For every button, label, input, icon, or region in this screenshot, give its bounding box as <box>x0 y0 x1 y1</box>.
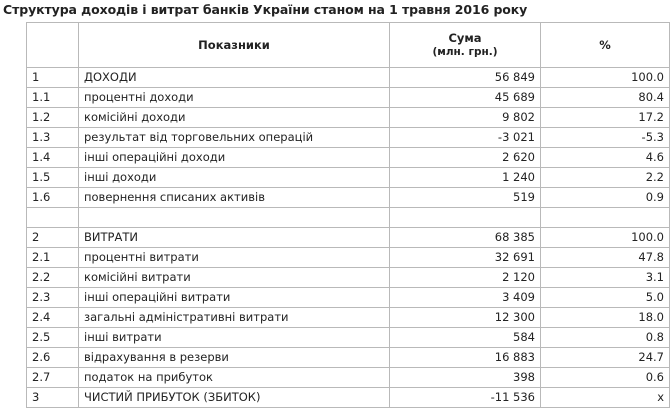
table-row <box>27 268 670 288</box>
row-percent: 18.0 <box>541 308 670 328</box>
row-code: 2.6 <box>27 348 79 368</box>
row-code: 2 <box>27 228 79 248</box>
row-percent: -5.3 <box>541 128 670 148</box>
row-code: 2.3 <box>27 288 79 308</box>
row-code: 2.4 <box>27 308 79 328</box>
row-name: процентні витрати <box>79 248 390 268</box>
table-row <box>27 108 670 128</box>
header-sum-unit: (млн. грн.) <box>432 46 498 58</box>
row-name: інші витрати <box>79 328 390 348</box>
row-sum: 584 <box>390 328 541 348</box>
row-sum: 1 240 <box>390 168 541 188</box>
row-name: комісійні доходи <box>79 108 390 128</box>
table-row <box>27 188 670 208</box>
row-percent: 0.9 <box>541 188 670 208</box>
header-indicators: Показники <box>79 23 390 68</box>
row-code: 1.6 <box>27 188 79 208</box>
row-code: 2.1 <box>27 248 79 268</box>
row-percent: 0.6 <box>541 368 670 388</box>
row-sum: 519 <box>390 188 541 208</box>
row-percent: 47.8 <box>541 248 670 268</box>
row-sum: 56 849 <box>390 68 541 88</box>
spacer-row <box>27 208 670 228</box>
table-row <box>27 368 670 388</box>
row-name: повернення списаних активів <box>79 188 390 208</box>
row-name: результат від торговельних операцій <box>79 128 390 148</box>
table-row <box>27 68 670 88</box>
row-sum: 3 409 <box>390 288 541 308</box>
table-row <box>27 148 670 168</box>
page-title: Структура доходів і витрат банків України станом на 1 травня 2016 року <box>3 2 528 17</box>
row-percent: 17.2 <box>541 108 670 128</box>
row-name: інші доходи <box>79 168 390 188</box>
row-name: інші операційні доходи <box>79 148 390 168</box>
row-code: 1.5 <box>27 168 79 188</box>
header-sum <box>390 23 541 68</box>
row-name: загальні адміністративні витрати <box>79 308 390 328</box>
row-code: 1.4 <box>27 148 79 168</box>
row-code: 1.2 <box>27 108 79 128</box>
row-name: ВИТРАТИ <box>79 228 390 248</box>
row-code: 2.5 <box>27 328 79 348</box>
row-sum: 45 689 <box>390 88 541 108</box>
table-row <box>27 388 670 408</box>
row-sum: 68 385 <box>390 228 541 248</box>
row-name: ДОХОДИ <box>79 68 390 88</box>
table-header-row <box>27 23 670 68</box>
row-code: 1 <box>27 68 79 88</box>
table-row <box>27 288 670 308</box>
table-row <box>27 128 670 148</box>
table-row <box>27 328 670 348</box>
table-row <box>27 228 670 248</box>
row-sum: 12 300 <box>390 308 541 328</box>
row-sum: 398 <box>390 368 541 388</box>
row-percent: 4.6 <box>541 148 670 168</box>
row-sum: -3 021 <box>390 128 541 148</box>
row-percent: 24.7 <box>541 348 670 368</box>
row-name: процентні доходи <box>79 88 390 108</box>
header-code <box>27 23 79 68</box>
row-code: 2.2 <box>27 268 79 288</box>
row-code: 1.1 <box>27 88 79 108</box>
row-name: інші операційні витрати <box>79 288 390 308</box>
table-row <box>27 248 670 268</box>
table-row <box>27 348 670 368</box>
row-code: 1.3 <box>27 128 79 148</box>
row-percent: 100.0 <box>541 68 670 88</box>
header-percent: % <box>541 23 670 68</box>
row-percent: 2.2 <box>541 168 670 188</box>
row-percent: 100.0 <box>541 228 670 248</box>
row-sum: 2 120 <box>390 268 541 288</box>
row-sum: 32 691 <box>390 248 541 268</box>
income-expense-table <box>26 22 670 408</box>
row-percent: 5.0 <box>541 288 670 308</box>
row-code: 3 <box>27 388 79 408</box>
row-sum: 2 620 <box>390 148 541 168</box>
table-row <box>27 168 670 188</box>
row-name: податок на прибуток <box>79 368 390 388</box>
row-sum: 9 802 <box>390 108 541 128</box>
row-percent: 3.1 <box>541 268 670 288</box>
header-sum-label: Сума <box>448 31 482 45</box>
row-percent: 80.4 <box>541 88 670 108</box>
table-row <box>27 308 670 328</box>
row-name: ЧИСТИЙ ПРИБУТОК (ЗБИТОК) <box>79 388 390 408</box>
row-code: 2.7 <box>27 368 79 388</box>
table-row <box>27 88 670 108</box>
row-name: відрахування в резерви <box>79 348 390 368</box>
row-sum: -11 536 <box>390 388 541 408</box>
row-percent: 0.8 <box>541 328 670 348</box>
row-name: комісійні витрати <box>79 268 390 288</box>
row-percent: x <box>541 388 670 408</box>
row-sum: 16 883 <box>390 348 541 368</box>
